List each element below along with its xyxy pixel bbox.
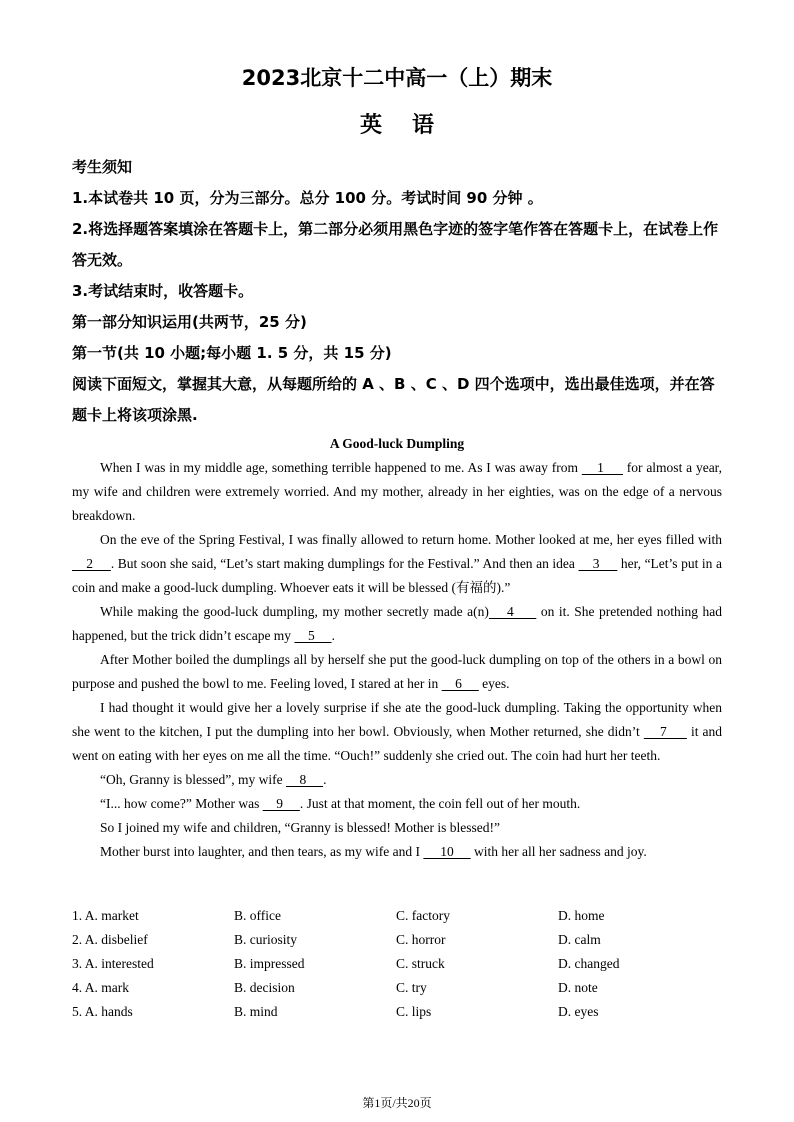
- option-c: C. horror: [396, 932, 446, 947]
- option-b: B. impressed: [234, 956, 305, 971]
- option-a: 4. A. mark: [72, 980, 129, 995]
- instruction-heading: 考生须知: [72, 158, 133, 176]
- paragraph: “Oh, Granny is blessed”, my wife 8 .: [100, 772, 327, 787]
- blank-8: 8: [285, 772, 324, 787]
- option-c: C. lips: [396, 1004, 432, 1019]
- blank-1: 1: [581, 460, 623, 475]
- answer-options: [72, 904, 722, 1024]
- subsection-heading: 第一节(共 10 小题;每小题 1. 5 分，共 15 分): [72, 344, 392, 362]
- option-a: 3. A. interested: [72, 956, 154, 971]
- option-d: D. eyes: [558, 1004, 599, 1019]
- option-a: 5. A. hands: [72, 1004, 133, 1019]
- blank-10: 10: [423, 844, 471, 859]
- paragraph: So I joined my wife and children, “Granny is blessed! Mother is blessed!”: [100, 820, 501, 835]
- paragraph: While making the good-luck dumpling, my mother secretly made a(n) 4 on it. She pretended nothing had happened, but the trick didn’t escape my 5 .: [72, 604, 722, 643]
- blank-4: 4: [488, 604, 537, 619]
- question-options-1: [72, 904, 722, 928]
- question-options-2: [72, 928, 722, 952]
- section-heading: 第一部分知识运用(共两节，25 分): [72, 313, 307, 331]
- passage-title: A Good-luck Dumpling: [329, 436, 465, 451]
- option-a: 1. A. market: [72, 908, 139, 923]
- paragraph: “I... how come?” Mother was 9 . Just at that moment, the coin fell out of her mouth.: [100, 796, 581, 811]
- instruction-item: 3.考试结束时，收答题卡。: [72, 282, 254, 300]
- option-d: D. note: [558, 980, 598, 995]
- paragraph: On the eve of the Spring Festival, I was finally allowed to return home. Mother looked at me, her eyes filled with 2 . But soon she said, “Let’s start making dumplings for the Festival.” And then an idea 3 her, “Let’s put in a coin and make a good-luck dumpling. Whoever eats it will be blessed (有福的).”: [72, 532, 722, 595]
- option-b: B. office: [234, 908, 281, 923]
- question-options-5: [72, 1000, 722, 1024]
- option-c: C. factory: [396, 908, 450, 923]
- blank-6: 6: [441, 676, 479, 691]
- option-d: D. calm: [558, 932, 601, 947]
- cloze-passage: [72, 432, 722, 864]
- instruction-item: 2.将选择题答案填涂在答题卡上，第二部分必须用黑色字迹的签字笔作答在答题卡上，在试卷上作答无效。: [72, 220, 719, 269]
- blank-7: 7: [643, 724, 687, 739]
- option-d: D. home: [558, 908, 605, 923]
- page-number: 第1页/共20页: [362, 1096, 432, 1110]
- paragraph: I had thought it would give her a lovely surprise if she ate the good-luck dumpling. Taking the opportunity when she went to the kitchen, I put the dumpling into her bowl. Obviously, when Mother returned, she didn’t 7 it and went on eating with her eyes on me all the time. “Ouch!” suddenly she cried out. The coin had hurt her teeth.: [72, 700, 722, 763]
- option-b: B. mind: [234, 1004, 278, 1019]
- question-options-3: [72, 952, 722, 976]
- option-c: C. try: [396, 980, 427, 995]
- subject-title: 英语: [359, 113, 464, 138]
- exam-title: 2023北京十二中高一（上）期末: [241, 66, 553, 90]
- blank-2: 2: [72, 556, 111, 571]
- instructions: [72, 152, 722, 431]
- blank-3: 3: [578, 556, 618, 571]
- option-b: B. decision: [234, 980, 295, 995]
- instruction-item: 1.本试卷共 10 页，分为三部分。总分 100 分。考试时间 90 分钟 。: [72, 189, 543, 207]
- paragraph: After Mother boiled the dumplings all by herself she put the good-luck dumpling on top of the others in a bowl on purpose and pushed the bowl to me. Feeling loved, I stared at her in 6 eyes.: [72, 652, 722, 691]
- blank-5: 5: [294, 628, 332, 643]
- option-b: B. curiosity: [234, 932, 297, 947]
- blank-9: 9: [262, 796, 300, 811]
- option-d: D. changed: [558, 956, 620, 971]
- paragraph: Mother burst into laughter, and then tears, as my wife and I 10 with her all her sadness and joy.: [100, 844, 647, 859]
- option-a: 2. A. disbelief: [72, 932, 148, 947]
- paragraph: When I was in my middle age, something terrible happened to me. As I was away from 1 for almost a year, my wife and children were extremely worried. And my mother, already in her eighties, was on the edge of a nervous breakdown.: [72, 460, 723, 523]
- question-options-4: [72, 976, 722, 1000]
- task-directions: 阅读下面短文，掌握其大意，从每题所给的 A 、B 、C 、D 四个选项中，选出最佳选项，并在答题卡上将该项涂黑.: [72, 375, 715, 424]
- option-c: C. struck: [396, 956, 445, 971]
